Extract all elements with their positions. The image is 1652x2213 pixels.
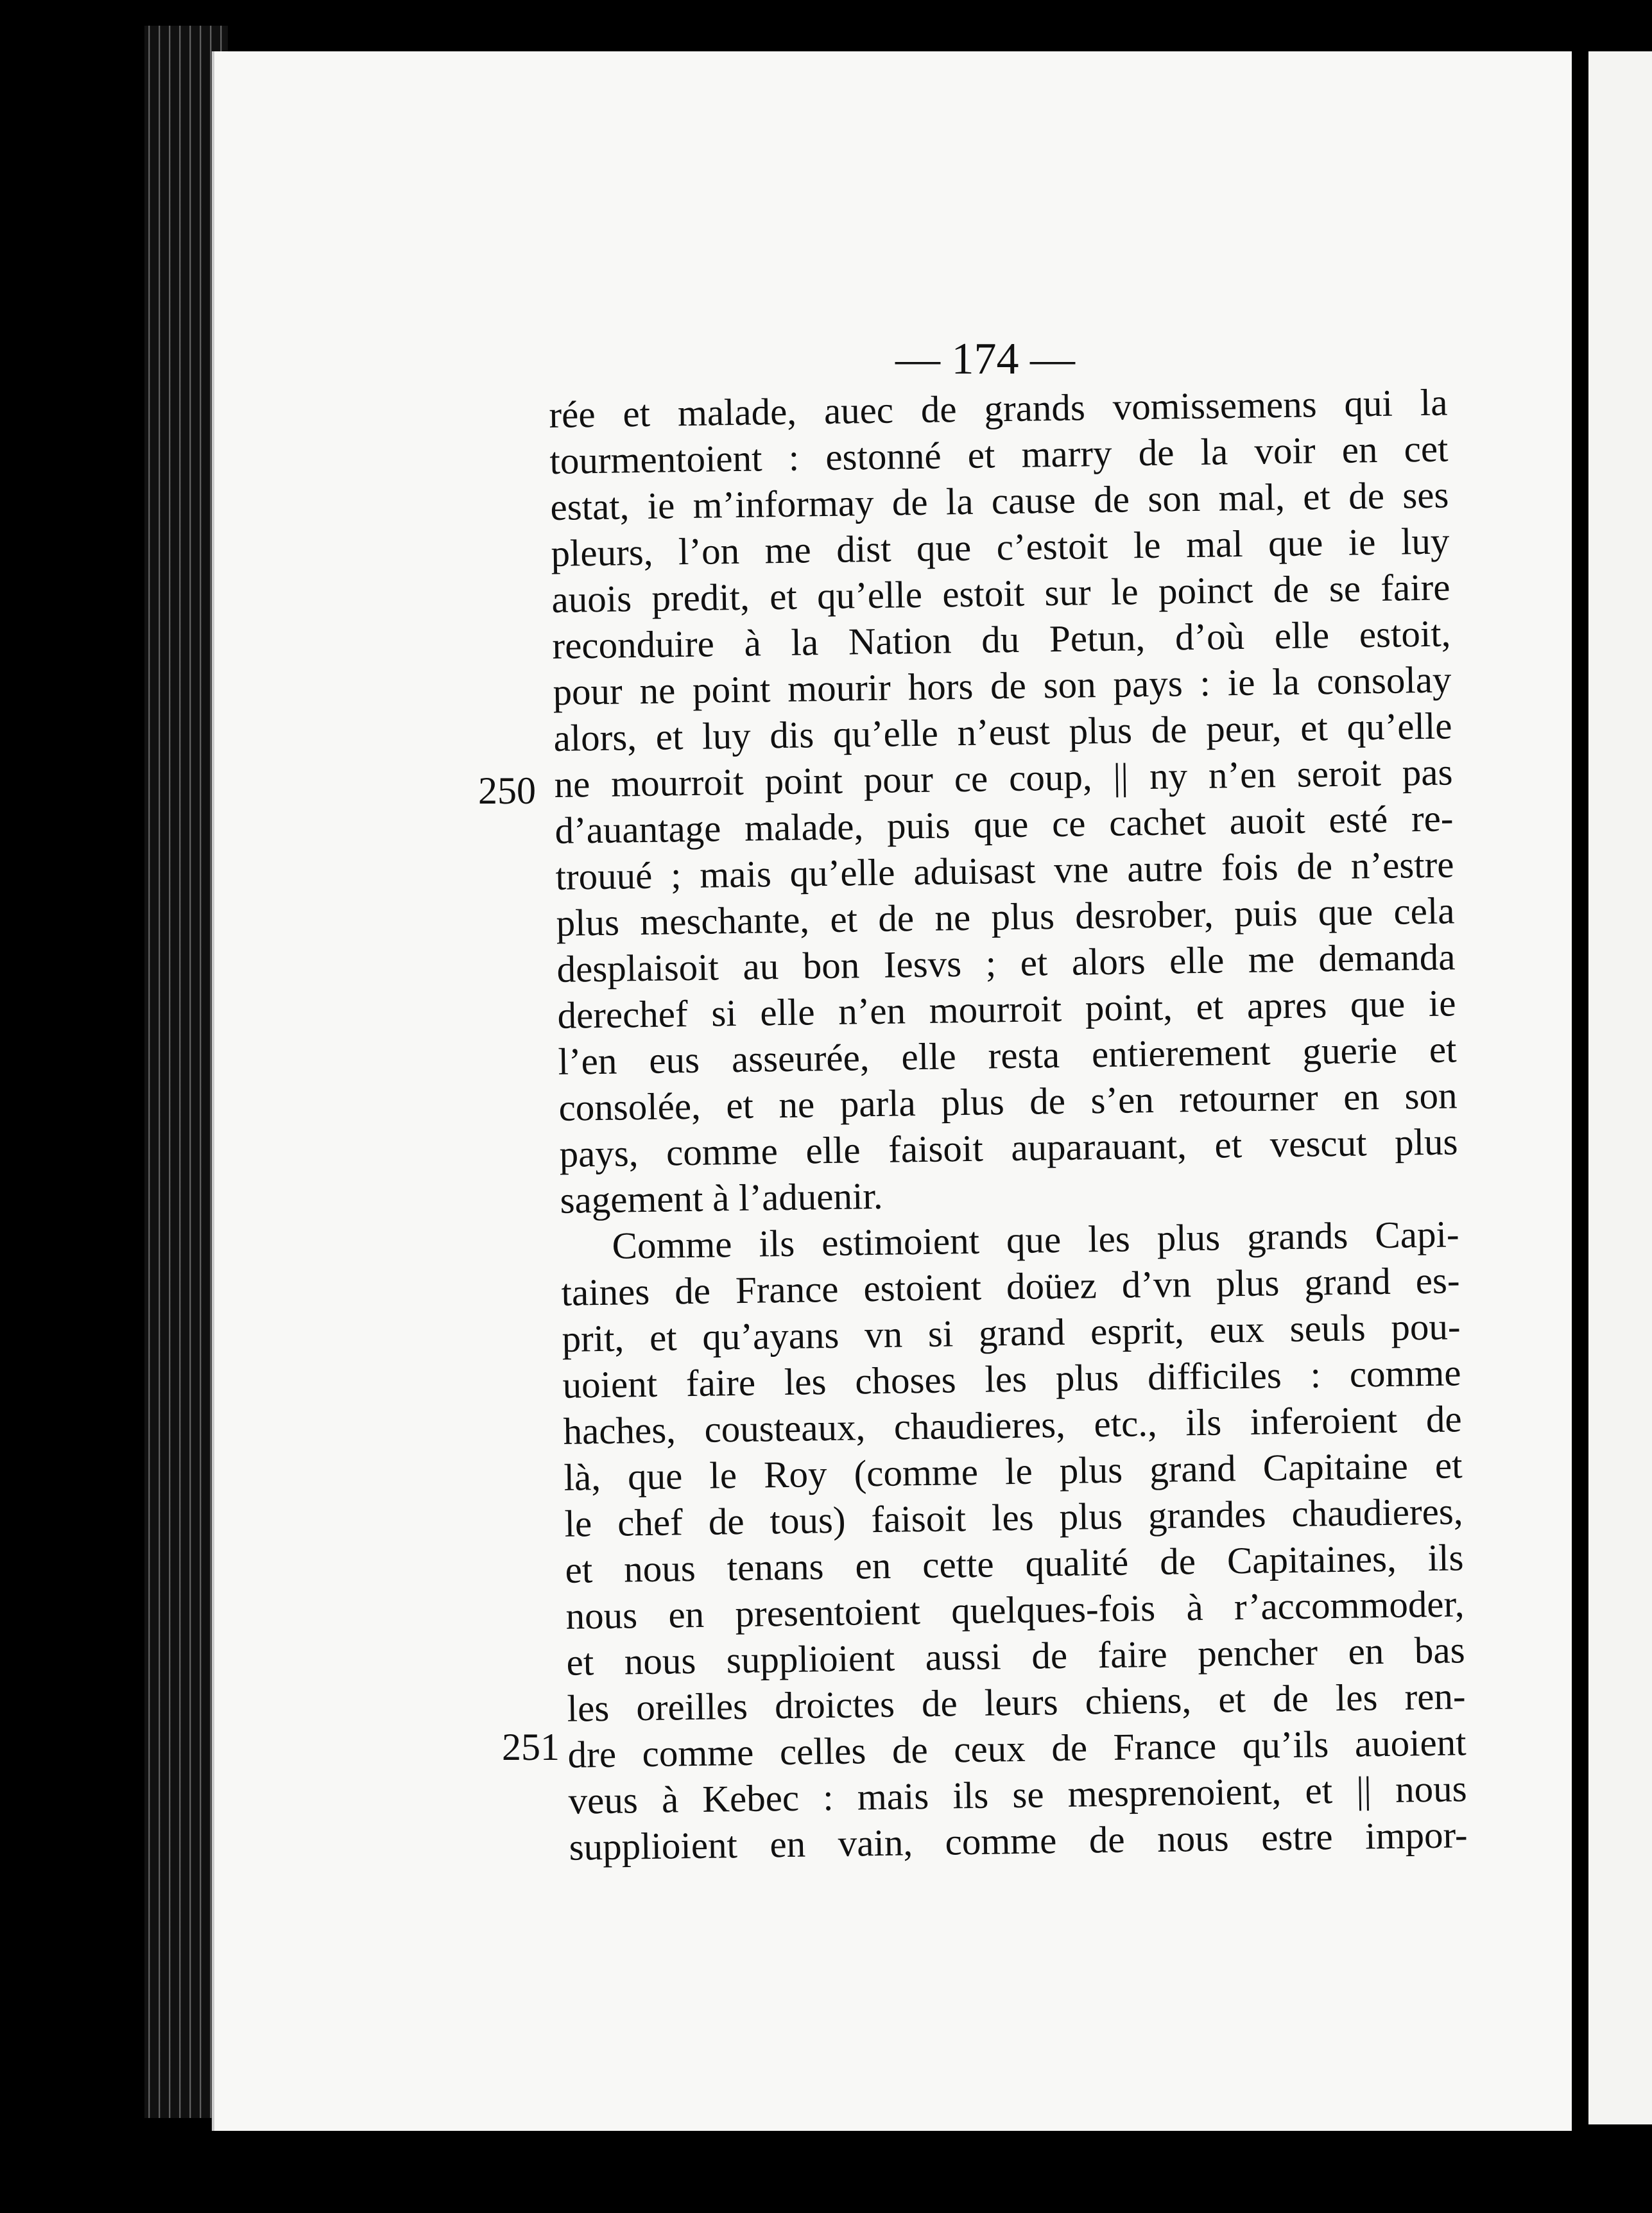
facing-page-edge: [1588, 51, 1652, 2124]
text-line: Comme ils estimoient que les plus grands Capi-: [612, 1212, 1459, 1267]
text-line: taines de France estoient doüez d’vn plus grand es-: [561, 1259, 1460, 1314]
text-line: derechef si elle n’en mourroit point, et apres que ie: [557, 981, 1456, 1037]
text-line: pays, comme elle faisoit auparauant, et vescut plus: [559, 1120, 1458, 1175]
text-line: rée et malade, auec de grands vomissemens qui la: [549, 381, 1448, 436]
text-line: là, que le Roy (comme le plus grand Capitaine et: [564, 1443, 1463, 1499]
text-line: supplioient en vain, comme de nous estre impor-: [569, 1813, 1468, 1868]
text-line: les oreilles droictes de leurs chiens, et de les ren-: [567, 1675, 1466, 1730]
text-line: tourmentoient : estonné et marry de la voir en cet: [549, 427, 1449, 482]
text-line: l’en eus asseurée, elle resta entierement guerie et: [558, 1028, 1457, 1083]
text-line: reconduire à la Nation du Petun, d’où elle estoit,: [552, 612, 1451, 667]
text-line: et nous supplioient aussi de faire pencher en bas: [566, 1628, 1465, 1683]
text-line: nous en presentoient quelques-fois à r’accommoder,: [565, 1582, 1465, 1637]
margin-number: 250: [478, 770, 536, 812]
text-line: pleurs, l’on me dist que c’estoit le mal que ie luy: [551, 519, 1450, 574]
text-line: et nous tenans en cette qualité de Capitaines, ils: [565, 1536, 1464, 1591]
text-line: trouué ; mais qu’elle aduisast vne autre fois de n’estre: [555, 843, 1454, 898]
page-number: — 174 —: [895, 334, 1075, 384]
text-line: haches, cousteaux, chaudieres, etc., ils inferoient de: [563, 1397, 1462, 1452]
text-line: consolée, et ne parla plus de s’en retourner en son: [558, 1074, 1458, 1129]
body-text: [549, 379, 1468, 1870]
text-line: estat, ie m’informay de la cause de son mal, et de ses: [550, 473, 1449, 528]
text-line: le chef de tous) faisoit les plus grandes chaudieres,: [564, 1490, 1463, 1545]
text-line: plus meschante, et de ne plus desrober, puis que cela: [556, 889, 1455, 944]
text-line: alors, et luy dis qu’elle n’eust plus de peur, et qu’elle: [553, 704, 1452, 759]
text-line: veus à Kebec : mais ils se mesprenoient, et || nous: [568, 1767, 1467, 1822]
text-line: uoient faire les choses les plus difficiles : comme: [562, 1351, 1461, 1406]
margin-number: 251: [502, 1726, 560, 1768]
text-line: ne mourroit point pour ce coup, || ny n’en seroit pas: [554, 750, 1453, 805]
text-line: prit, et qu’ayans vn si grand esprit, eux seuls pou-: [562, 1305, 1461, 1360]
text-line: sagement à l’aduenir.: [560, 1174, 883, 1221]
text-line: desplaisoit au bon Iesvs ; et alors elle me demanda: [556, 935, 1456, 990]
text-line: auois predit, et qu’elle estoit sur le poinct de se faire: [551, 565, 1450, 621]
text-line: pour ne point mourir hors de son pays : ie la consolay: [553, 658, 1452, 713]
text-line: dre comme celles de ceux de France qu’ils auoient: [567, 1721, 1467, 1776]
text-line: d’auantage malade, puis que ce cachet auoit esté re-: [555, 797, 1454, 852]
